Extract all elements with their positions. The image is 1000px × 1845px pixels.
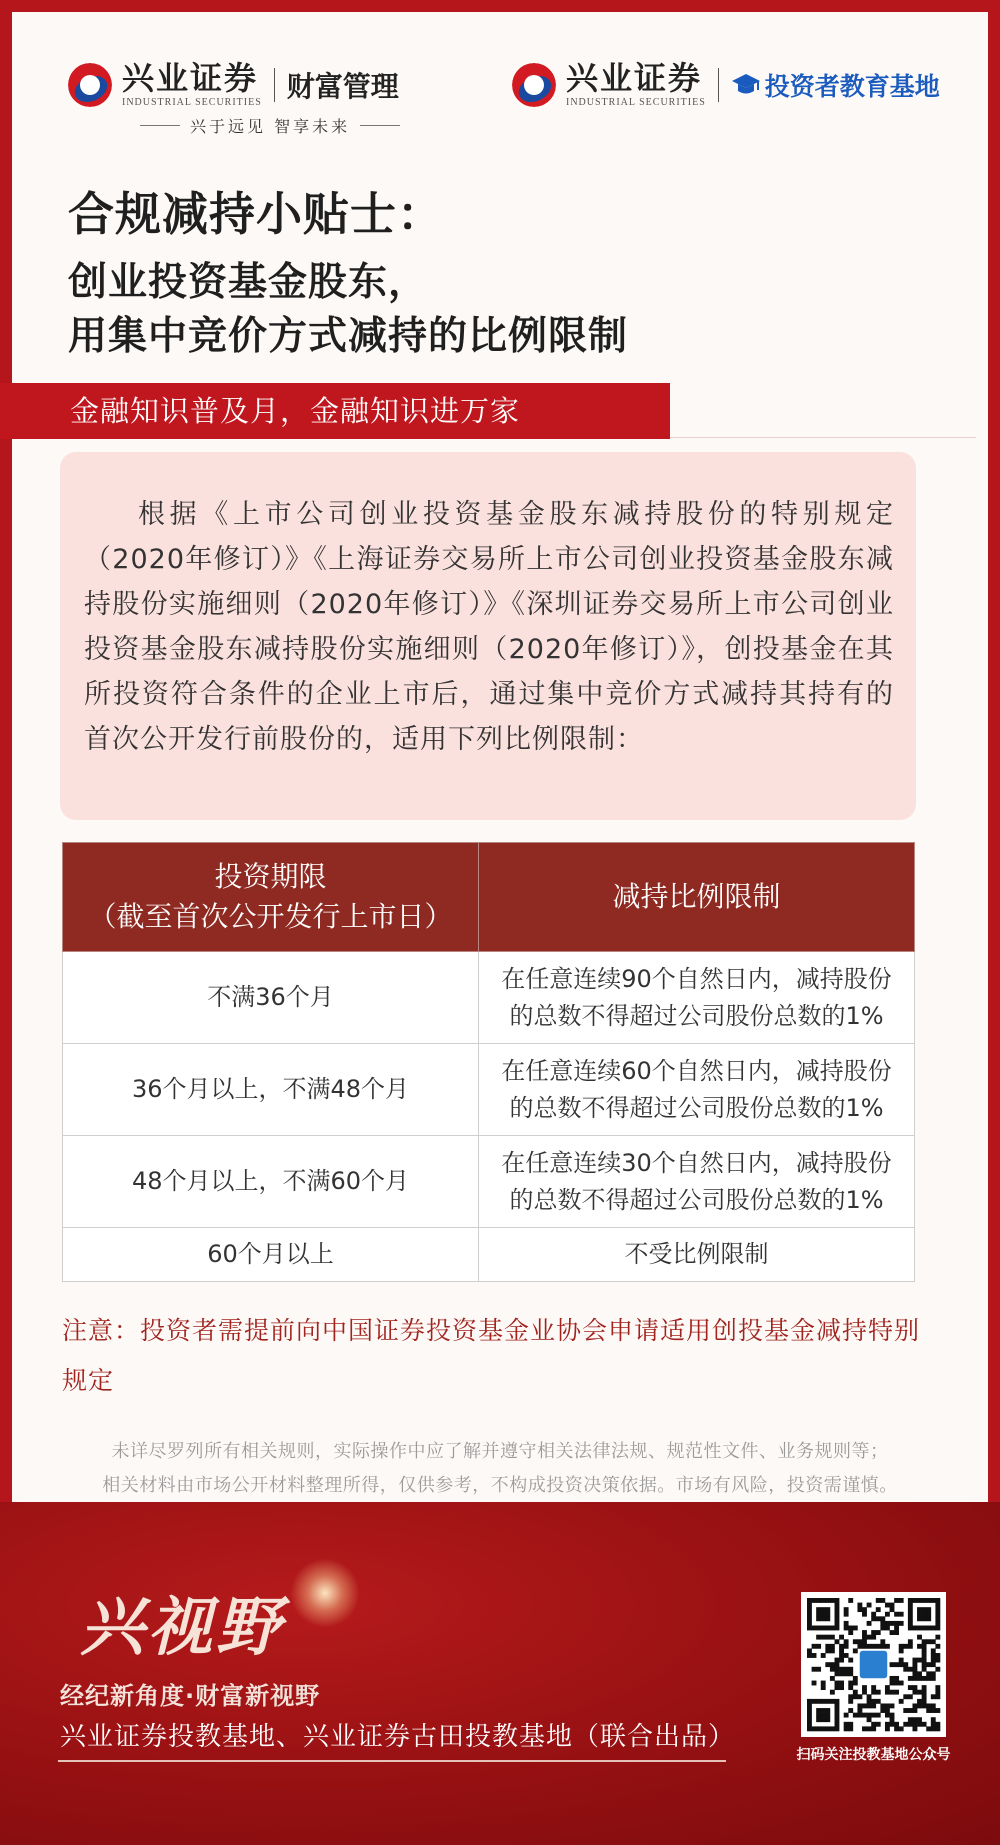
disclaimer-line-2: 相关材料由市场公开材料整理所得，仅供参考，不构成投资决策依据。市场有风险，投资需谨慎。	[102, 1475, 898, 1496]
limit-line-1: 在任意连续30个自然日内，减持股份	[501, 1148, 892, 1177]
qr-caption: 扫码关注投教基地公众号	[796, 1747, 951, 1763]
limit-cell	[479, 1044, 915, 1136]
company-emblem-icon	[512, 63, 556, 107]
intro-text: 根据《上市公司创业投资基金股东减持股份的特别规定（2020年修订）》《上海证券交易所上市公司创业投资基金股东减持股份实施细则（2020年修订）》《深圳证券交易所上市公司创业投资基金股东减持股份实施细则（2020年修订）》，创投基金在其所投资符合条件的企业上市后，通过集中竞价方式减持其持有的首次公开发行前股份的，适用下列比例限制：	[84, 499, 894, 755]
graduation-cap-icon	[731, 72, 761, 98]
education-base-label	[731, 67, 940, 103]
intro-box	[60, 452, 916, 820]
header-reduction-limit: 减持比例限制	[479, 843, 915, 952]
table-row	[63, 1044, 915, 1136]
table-row	[63, 1228, 915, 1282]
period-cell: 48个月以上，不满60个月	[63, 1136, 479, 1228]
company-name-en: INDUSTRIAL SECURITIES	[566, 97, 706, 108]
education-base-text: 投资者教育基地	[764, 72, 940, 101]
reduction-limit-table	[62, 842, 915, 1282]
header-investment-period	[63, 843, 479, 952]
page-title: 合规减持小贴士：	[68, 187, 444, 241]
table-row	[63, 952, 915, 1044]
disclaimer-line-1: 未详尽罗列所有相关规则，实际操作中应了解并遵守相关法律法规、规范性文件、业务规则等；	[111, 1441, 889, 1462]
company-emblem-icon	[68, 63, 112, 107]
period-cell: 60个月以上	[63, 1228, 479, 1282]
footer-divider	[58, 1760, 726, 1762]
disclaimer	[50, 1435, 950, 1503]
qr-code[interactable]	[801, 1592, 946, 1737]
period-cell: 36个月以上，不满48个月	[63, 1044, 479, 1136]
limit-cell	[479, 952, 915, 1044]
limit-line-2: 的总数不得超过公司股份总数的1%	[509, 1001, 884, 1030]
limit-line-2: 的总数不得超过公司股份总数的1%	[509, 1093, 884, 1122]
divider-line	[670, 437, 976, 438]
limit-cell	[479, 1136, 915, 1228]
company-name-cn: 兴业证券	[566, 59, 703, 97]
sparkle-glow	[290, 1558, 360, 1628]
period-cell: 不满36个月	[63, 952, 479, 1044]
qr-code-icon	[801, 1592, 946, 1737]
subtitle-line-2: 用集中竞价方式减持的比例限制	[68, 314, 629, 359]
logo-divider	[718, 68, 719, 102]
note-text: 注意：投资者需提前向中国证券投资基金业协会申请适用创投基金减持特别规定	[62, 1316, 921, 1395]
table-header-row	[63, 843, 915, 952]
company-name-cn: 兴业证券	[122, 59, 259, 97]
brand-tagline: 经纪新角度·财富新视野	[60, 1682, 321, 1710]
header-period-line-1: 投资期限	[214, 860, 327, 893]
produced-by: 兴业证券投教基地、兴业证券古田投教基地（联合出品）	[60, 1722, 736, 1752]
division-label: 财富管理	[286, 70, 399, 103]
company-logo-education	[512, 59, 940, 108]
limit-line-1: 在任意连续90个自然日内，减持股份	[501, 964, 892, 993]
limit-cell: 不受比例限制	[479, 1228, 915, 1282]
brand-logo-xingshiye: 兴视野	[80, 1591, 284, 1665]
limit-line-2: 的总数不得超过公司股份总数的1%	[509, 1185, 884, 1214]
limit-line-1: 在任意连续60个自然日内，减持股份	[501, 1056, 892, 1085]
logo-divider	[274, 68, 275, 102]
table-row	[63, 1136, 915, 1228]
company-logo-wealth	[68, 59, 399, 108]
header-period-line-2: （截至首次公开发行上市日）	[88, 900, 453, 933]
slogan	[130, 114, 410, 137]
slogan-text: 兴于远见 智享未来	[190, 117, 351, 136]
campaign-ribbon-text: 金融知识普及月，金融知识进万家	[70, 394, 521, 428]
company-name-en: INDUSTRIAL SECURITIES	[122, 97, 262, 108]
page-subtitle	[68, 256, 628, 364]
subtitle-line-1: 创业投资基金股东，	[68, 260, 429, 305]
